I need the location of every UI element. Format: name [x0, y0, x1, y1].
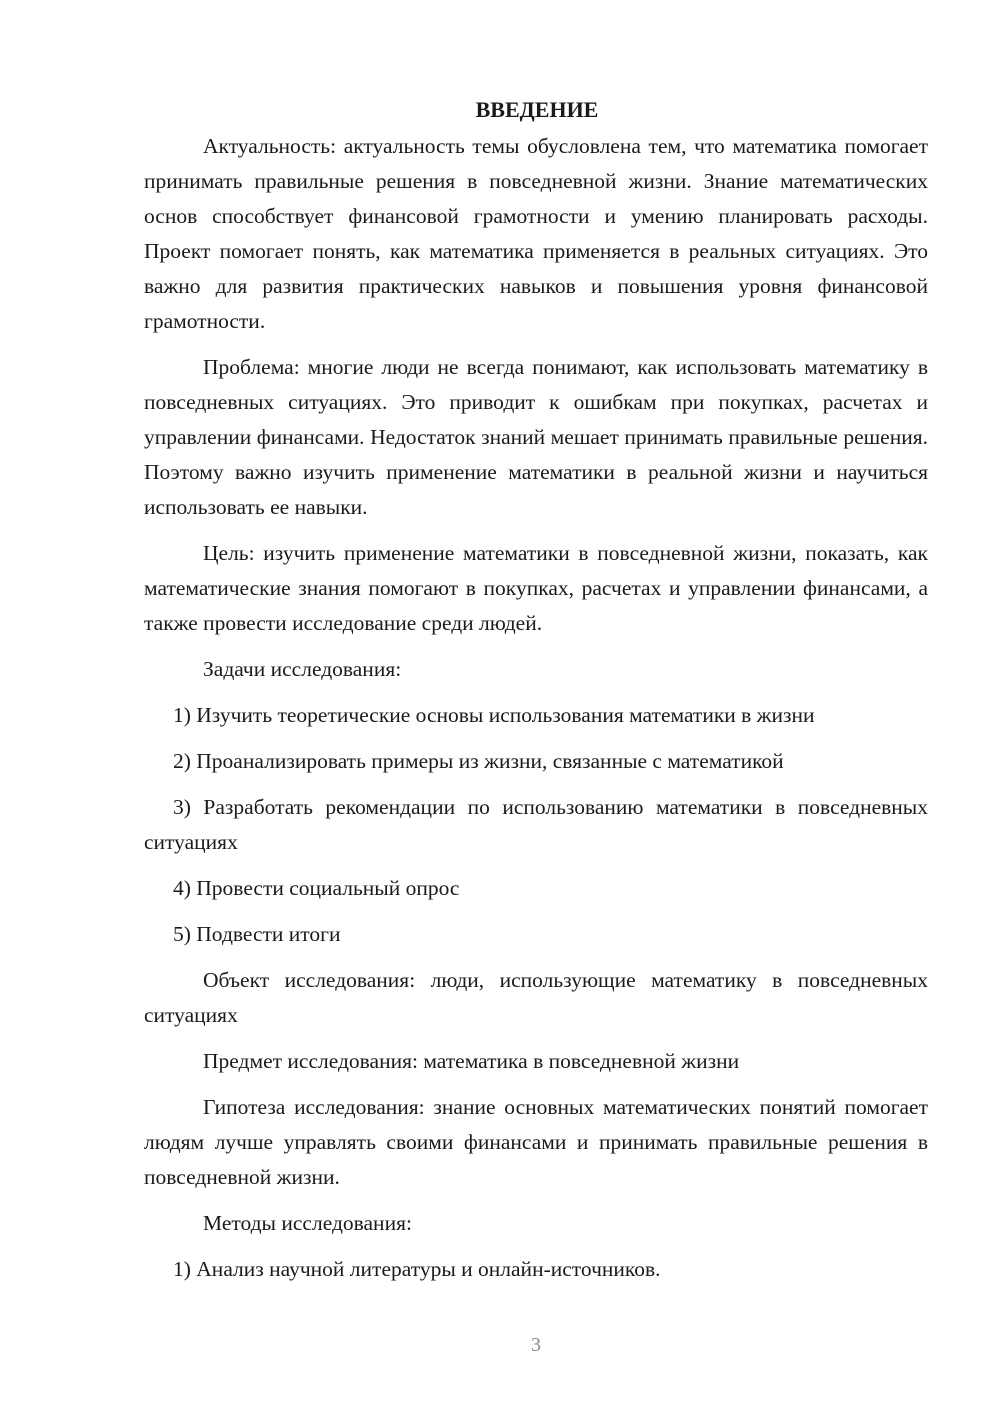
- task-item-4: 4) Провести социальный опрос: [173, 876, 460, 900]
- relevance-paragraph: Актуальность: актуальность темы обусловлена тем, что математика помогает принимать правильные решения в повседневной жизни. Знание математических основ способствует финансовой грамотности и умению планировать расходы. Проект помогает понять, как математика применяется в реальных ситуациях. Это важно для развития практических навыков и повышения уровня финансовой грамотности.: [144, 134, 928, 333]
- methods-heading: Методы исследования:: [203, 1211, 412, 1235]
- task-item-1: 1) Изучить теоретические основы использования математики в жизни: [173, 703, 815, 727]
- problem-paragraph: Проблема: многие люди не всегда понимают, как использовать математику в повседневных ситуациях. Это приводит к ошибкам при покупках, расчетах и управлении финансами. Недостаток знаний мешает принимать правильные решения. Поэтому важно изучить применение математики в реальной жизни и научиться использовать ее навыки.: [144, 355, 928, 519]
- goal-paragraph: Цель: изучить применение математики в повседневной жизни, показать, как математические знания помогают в покупках, расчетах и управлении финансами, а также провести исследование среди людей.: [144, 541, 928, 635]
- page-number: 3: [531, 1334, 541, 1356]
- task-item-2: 2) Проанализировать примеры из жизни, связанные с математикой: [173, 749, 784, 773]
- task-item-5: 5) Подвести итоги: [173, 922, 341, 946]
- method-item-1: 1) Анализ научной литературы и онлайн-источников.: [173, 1257, 661, 1281]
- page-title: ВВЕДЕНИЕ: [475, 97, 599, 122]
- subject-paragraph: Предмет исследования: математика в повседневной жизни: [203, 1049, 740, 1073]
- task-item-3: 3) Разработать рекомендации по использованию математики в повседневных ситуациях: [144, 795, 928, 854]
- object-paragraph: Объект исследования: люди, использующие математику в повседневных ситуациях: [144, 968, 928, 1027]
- tasks-heading: Задачи исследования:: [203, 657, 402, 681]
- hypothesis-paragraph: Гипотеза исследования: знание основных математических понятий помогает людям лучше управлять своими финансами и принимать правильные решения в повседневной жизни.: [144, 1095, 928, 1189]
- document-page: [144, 95, 928, 1298]
